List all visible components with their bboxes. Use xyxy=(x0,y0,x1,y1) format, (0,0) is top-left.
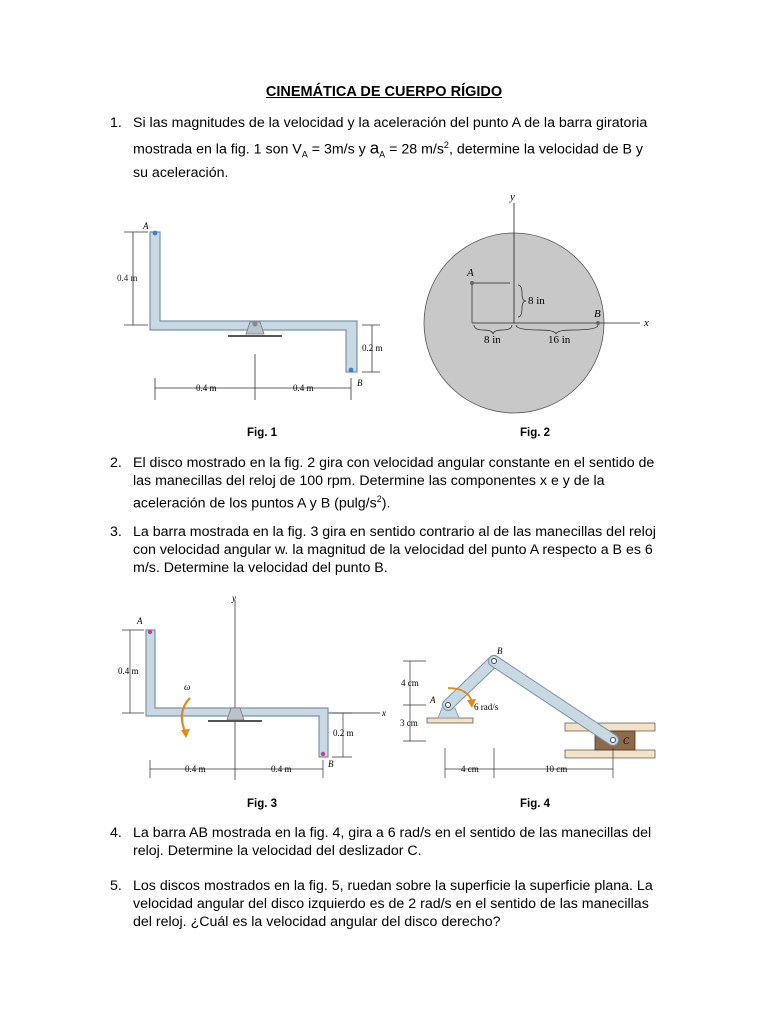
label-a: A xyxy=(137,616,143,626)
label-b: B xyxy=(594,308,601,320)
dim-right: 0.4 m xyxy=(293,383,314,393)
axis-y-label: y xyxy=(510,191,515,203)
omega-label: ω xyxy=(184,682,191,692)
dim-4cm-vertical: 4 cm xyxy=(401,678,419,688)
dim-left: 0.4 m xyxy=(185,764,206,774)
label-a: A xyxy=(430,695,436,705)
question-number: 2. xyxy=(110,455,122,471)
question-number: 1. xyxy=(110,115,122,131)
fig4-caption: Fig. 4 xyxy=(520,798,551,810)
label-c: C xyxy=(623,736,630,746)
fig3-caption: Fig. 3 xyxy=(247,798,278,810)
dim-left: 8 in xyxy=(484,334,501,346)
label-a: A xyxy=(467,267,474,279)
question-text: Los discos mostrados en la fig. 5, ruedan sobre la superficie la superficie plana. La velocidad angular del disco izquierdo es de 2 rad/s en el sentido de las manecillas del reloj. ¿Cuál es la velocidad angular del disco derecho? xyxy=(133,878,653,930)
axis-x-label: x xyxy=(382,708,386,718)
question-text: Si las magnitudes de la velocidad y la aceleración del punto A de la barra giratoria mostrada en la fig. 1 son $V_A = 3m/s$ y $a_A = 28$ $m/s^2$, determine la velocidad de B y su aceleración. xyxy=(133,115,648,181)
question-text: La barra AB mostrada en la fig. 4, gira a 6 rad/s en el sentido de las manecillas del reloj. Determine la velocidad del deslizador C. xyxy=(133,825,652,859)
question-number: 5. xyxy=(110,878,122,894)
label-a: A xyxy=(143,221,149,231)
dim-left: 0.4 m xyxy=(196,383,217,393)
axis-y-label: y xyxy=(232,593,236,603)
page-title: CINEMÁTICA DE CUERPO RÍGIDO xyxy=(265,84,503,100)
question-text: La barra mostrada en la fig. 3 gira en sentido contrario al de las manecillas del reloj con velocidad angular w. la magnitud de la velocidad del punto A respecto a B es 6 m/s. Determine la velocidad del punto B. xyxy=(133,524,656,576)
axis-x-label: x xyxy=(644,317,649,329)
dim-drop: 0.2 m xyxy=(362,343,383,353)
question-text: El disco mostrado en la fig. 2 gira con velocidad angular constante en el sentido de las manecillas del reloj de 100 rpm. Determine las componentes x e y de la aceleración de los puntos A y B $(pulg/s^2)$. xyxy=(133,455,655,512)
fig2-caption: Fig. 2 xyxy=(520,427,551,439)
dim-3cm: 3 cm xyxy=(400,718,418,728)
dim-height: 0.4 m xyxy=(118,666,139,676)
label-b: B xyxy=(357,378,363,388)
dim-vertical: 8 in xyxy=(528,295,545,307)
question-number: 3. xyxy=(110,524,122,540)
dim-right: 0.4 m xyxy=(271,764,292,774)
omega-label: 6 rad/s xyxy=(474,702,499,712)
dim-height: 0.4 m xyxy=(117,273,138,283)
fig1-caption: Fig. 1 xyxy=(247,427,278,439)
dim-10cm: 10 cm xyxy=(545,764,568,774)
question-number: 4. xyxy=(110,825,122,841)
dim-right: 16 in xyxy=(548,334,571,346)
dim-drop: 0.2 m xyxy=(333,728,354,738)
label-b: B xyxy=(497,646,503,656)
label-b: B xyxy=(328,759,334,769)
dim-4cm-horizontal: 4 cm xyxy=(461,764,479,774)
